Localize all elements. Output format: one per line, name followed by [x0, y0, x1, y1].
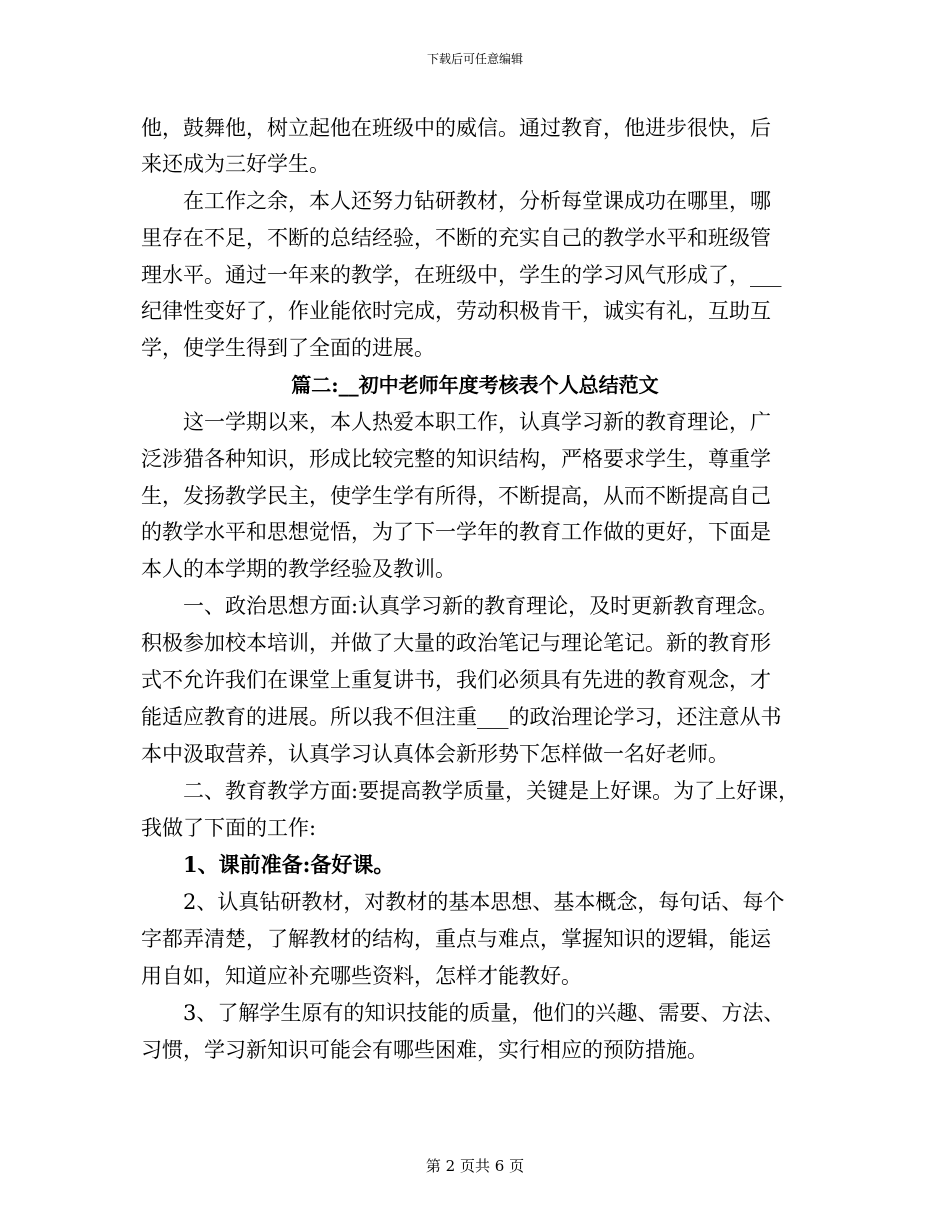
body-line: 我做了下面的工作:: [141, 816, 317, 840]
body-line: 用自如，知道应补充哪些资料，怎样才能教好。: [141, 964, 582, 988]
subheading-line: 1、课前准备:备好课。: [141, 852, 395, 877]
body-line: 理水平。通过一年来的教学，在班级中，学生的学习风气形成了，___: [141, 263, 782, 287]
body-line: 本中汲取营养，认真学习认真体会新形势下怎样做一名好老师。: [141, 742, 729, 766]
body-line: 生，发扬教学民主，使学生学有所得，不断提高，从而不断提高自己: [141, 484, 771, 508]
page-header: 下载后可任意编辑: [426, 52, 523, 66]
body-line: 这一学期以来，本人热爱本职工作，认真学习新的教育理论，广: [141, 410, 771, 434]
body-line: 能适应教育的进展。所以我不但注重___的政治理论学习，还注意从书: [141, 705, 782, 729]
section-heading: 篇二:__初中老师年度考核表个人总结范文: [291, 373, 659, 397]
body-line: 来还成为三好学生。: [141, 152, 330, 176]
body-line: 的教学水平和思想觉悟，为了下一学年的教育工作做的更好，下面是: [141, 520, 771, 544]
body-line: 二、教育教学方面:要提高教学质量，关键是上好课。为了上好课，: [141, 779, 800, 803]
body-line: 本人的本学期的教学经验及教训。: [141, 557, 456, 581]
body-line: 2、认真钻研教材，对教材的基本思想、基本概念，每句话、每个: [141, 890, 785, 914]
body-line: 在工作之余，本人还努力钻研教材，分析每堂课成功在哪里，哪: [141, 189, 771, 213]
body-line: 字都弄清楚，了解教材的结构，重点与难点，掌握知识的逻辑，能运: [141, 927, 771, 951]
body-line: 里存在不足，不断的总结经验，不断的充实自己的教学水平和班级管: [141, 226, 771, 250]
body-line: 3、了解学生原有的知识技能的质量，他们的兴趣、需要、方法、: [141, 1001, 785, 1025]
page-footer: 第 2 页共 6 页: [425, 1157, 525, 1175]
body-line: 式不允许我们在课堂上重复讲书，我们必须具有先进的教育观念，才: [141, 668, 771, 692]
body-line: 习惯，学习新知识可能会有哪些困难，实行相应的预防措施。: [141, 1038, 708, 1062]
body-line: 一、政治思想方面:认真学习新的教育理论，及时更新教育理念。: [141, 594, 779, 618]
body-line: 积极参加校本培训，并做了大量的政治笔记与理论笔记。新的教育形: [141, 631, 771, 655]
body-line: 纪律性变好了，作业能依时完成，劳动积极肯干，诚实有礼，互助互: [141, 299, 771, 323]
body-line: 学，使学生得到了全面的进展。: [141, 336, 435, 360]
body-line: 泛涉猎各种知识，形成比较完整的知识结构，严格要求学生，尊重学: [141, 447, 771, 471]
body-line: 他，鼓舞他，树立起他在班级中的威信。通过教育，他进步很快，后: [141, 116, 771, 140]
